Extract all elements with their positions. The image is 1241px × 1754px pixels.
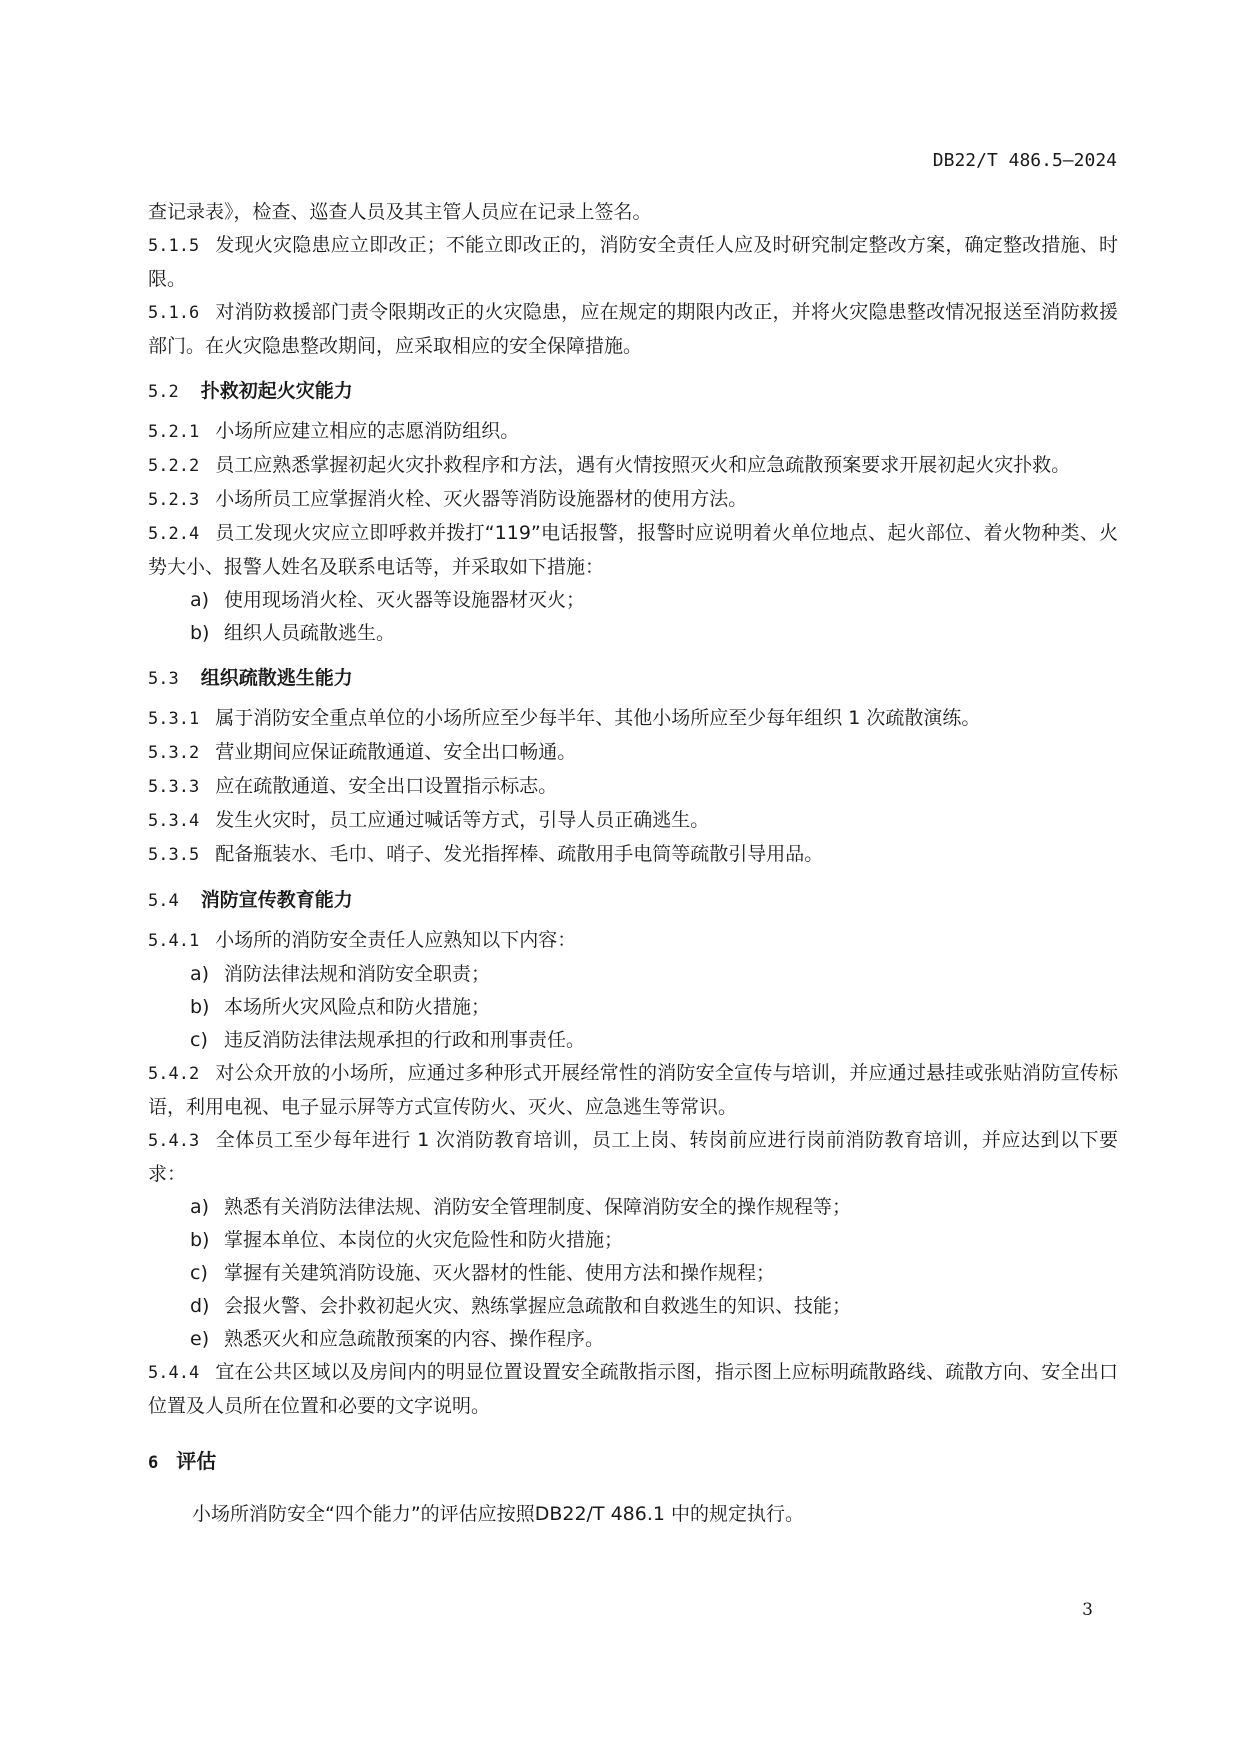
list-marker: a) [190, 1196, 210, 1218]
section-number: 5.2 [148, 382, 179, 402]
clause-text: 应在疏散通道、安全出口设置指示标志。 [215, 775, 558, 797]
list-item-text: 熟悉灭火和应急疏散预案的内容、操作程序。 [224, 1328, 605, 1350]
clause-number: 5.1.6 [148, 303, 200, 323]
list-item [190, 1191, 1118, 1224]
clause-number: 5.4.1 [148, 931, 200, 951]
chapter-number: 6 [148, 1453, 159, 1473]
clause-number: 5.4.3 [148, 1131, 200, 1151]
list-item-text: 违反消防法律法规承担的行政和刑事责任。 [224, 1029, 586, 1051]
list-item [190, 1257, 1118, 1290]
clause-number: 5.4.2 [148, 1064, 200, 1084]
section-title: 扑救初起火灾能力 [200, 380, 353, 402]
list-item [190, 958, 1118, 991]
list-marker: c) [190, 1029, 208, 1051]
list-marker: a) [190, 589, 210, 611]
clause-5-2-3 [148, 483, 1118, 517]
clause-5-4-3 [148, 1124, 1118, 1191]
clause-5-4-1 [148, 924, 1118, 958]
clause-number: 5.3.3 [148, 777, 200, 797]
list-item-text: 使用现场消火栓、灭火器等设施器材灭火； [224, 589, 586, 611]
clause-number: 5.3.2 [148, 743, 200, 763]
section-5-3-heading [148, 662, 1118, 696]
clause-5-3-4 [148, 804, 1118, 838]
list-5-4-3 [148, 1191, 1118, 1356]
clause-5-1-6 [148, 296, 1118, 363]
list-item [190, 584, 1118, 617]
section-number: 5.4 [148, 891, 179, 911]
chapter-6-heading [148, 1445, 1118, 1480]
clause-text: 全体员工至少每年进行 1 次消防教育培训，员工上岗、转岗前应进行岗前消防教育培训，并应达到以下要求： [148, 1129, 1118, 1185]
clause-text: 小场所应建立相应的志愿消防组织。 [215, 420, 520, 442]
clause-5-3-3 [148, 770, 1118, 804]
list-item-text: 组织人员疏散逃生。 [224, 622, 396, 644]
clause-5-2-1 [148, 415, 1118, 449]
clause-number: 5.2.1 [148, 422, 200, 442]
list-marker: d) [190, 1295, 210, 1317]
section-title: 组织疏散逃生能力 [200, 667, 353, 689]
clause-text: 宜在公共区域以及房间内的明显位置设置安全疏散指示图，指示图上应标明疏散路线、疏散方向、安全出口位置及人员所在位置和必要的文字说明。 [148, 1361, 1118, 1417]
clause-number: 5.2.3 [148, 490, 200, 510]
list-item-text: 消防法律法规和消防安全职责； [224, 963, 491, 985]
clause-number: 5.3.1 [148, 709, 200, 729]
clause-text: 小场所的消防安全责任人应熟知以下内容： [215, 929, 577, 951]
section-5-2-heading [148, 375, 1118, 409]
list-item-text: 熟悉有关消防法律法规、消防安全管理制度、保障消防安全的操作规程等； [224, 1196, 852, 1218]
clause-number: 5.1.5 [148, 236, 200, 256]
list-item [190, 1224, 1118, 1257]
list-marker: c) [190, 1262, 208, 1284]
list-item [190, 1024, 1118, 1057]
list-marker: b) [190, 996, 210, 1018]
clause-text: 属于消防安全重点单位的小场所应至少每半年、其他小场所应至少每年组织 1 次疏散演练。 [215, 707, 981, 729]
clause-number: 5.3.5 [148, 845, 200, 865]
clause-text: 发现火灾隐患应立即改正；不能立即改正的，消防安全责任人应及时研究制定整改方案，确定整改措施、时限。 [148, 234, 1118, 290]
clause-number: 5.3.4 [148, 811, 200, 831]
clause-5-2-4 [148, 517, 1118, 584]
list-5-4-1 [148, 958, 1118, 1057]
clause-text: 员工应熟悉掌握初起火灾扑救程序和方法，遇有火情按照灭火和应急疏散预案要求开展初起火灾扑救。 [215, 454, 1071, 476]
list-item [190, 1323, 1118, 1356]
list-item [190, 617, 1118, 650]
list-marker: b) [190, 622, 210, 644]
clause-5-3-5 [148, 838, 1118, 872]
clause-text: 对公众开放的小场所，应通过多种形式开展经常性的消防安全宣传与培训，并应通过悬挂或张贴消防宣传标语，利用电视、电子显示屏等方式宣传防火、灭火、应急逃生等常识。 [148, 1062, 1118, 1118]
list-item [190, 991, 1118, 1024]
page-number: 3 [1082, 1600, 1093, 1620]
list-item-text: 本场所火灾风险点和防火措施； [224, 996, 491, 1018]
chapter-title: 评估 [176, 1449, 217, 1473]
section-number: 5.3 [148, 669, 179, 689]
list-item-text: 掌握有关建筑消防设施、灭火器材的性能、使用方法和操作规程； [224, 1262, 776, 1284]
clause-number: 5.4.4 [148, 1363, 200, 1383]
section-5-4-heading [148, 884, 1118, 918]
list-marker: b) [190, 1229, 210, 1251]
clause-text: 对消防救援部门责令限期改正的火灾隐患，应在规定的期限内改正，并将火灾隐患整改情况报送至消防救援部门。在火灾隐患整改期间，应采取相应的安全保障措施。 [148, 301, 1118, 357]
list-marker: a) [190, 963, 210, 985]
clause-5-3-2 [148, 736, 1118, 770]
section-title: 消防宣传教育能力 [200, 889, 353, 911]
clause-5-3-1 [148, 702, 1118, 736]
list-5-2-4 [148, 584, 1118, 650]
list-item-text: 会报火警、会扑救初起火灾、熟练掌握应急疏散和自救逃生的知识、技能； [224, 1295, 852, 1317]
clause-text: 营业期间应保证疏散通道、安全出口畅通。 [215, 741, 577, 763]
standard-code: DB22/T 486.5—2024 [932, 150, 1117, 171]
clause-text: 小场所员工应掌握消火栓、灭火器等消防设施器材的使用方法。 [215, 488, 748, 510]
clause-5-2-2 [148, 449, 1118, 483]
list-item-text: 掌握本单位、本岗位的火灾危险性和防火措施； [224, 1229, 624, 1251]
clause-text: 员工发现火灾应立即呼救并拨打“119”电话报警，报警时应说明着火单位地点、起火部位、着火物种类、火势大小、报警人姓名及联系电话等，并采取如下措施： [148, 522, 1118, 578]
clause-text: 发生火灾时，员工应通过喊话等方式，引导人员正确逃生。 [215, 809, 710, 831]
list-marker: e) [190, 1328, 210, 1350]
clause-5-4-2 [148, 1057, 1118, 1124]
clause-text: 配备瓶装水、毛巾、哨子、发光指挥棒、疏散用手电筒等疏散引导用品。 [215, 843, 824, 865]
list-item [190, 1290, 1118, 1323]
clause-5-4-4 [148, 1356, 1118, 1423]
clause-5-1-5 [148, 229, 1118, 296]
continued-paragraph: 查记录表》，检查、巡查人员及其主管人员应在记录上签名。 [148, 201, 652, 223]
clause-number: 5.2.2 [148, 456, 200, 476]
document-body [148, 196, 1118, 1531]
chapter-6-paragraph: 小场所消防安全“四个能力”的评估应按照DB22/T 486.1 中的规定执行。 [192, 1503, 805, 1525]
clause-number: 5.2.4 [148, 524, 200, 544]
